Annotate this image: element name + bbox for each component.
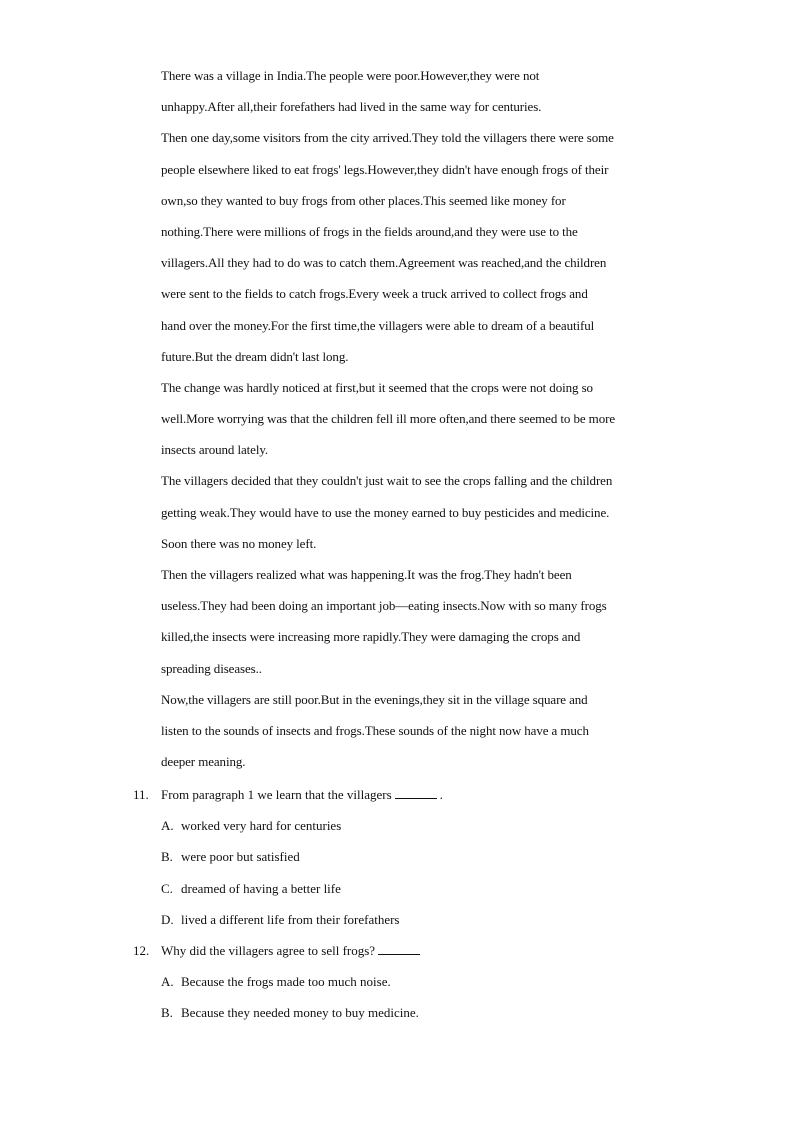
passage-line: villagers.All they had to do was to catch them.Agreement was reached,and the children — [161, 255, 607, 271]
passage-line: nothing.There were millions of frogs in the fields around,and they were use to the — [161, 223, 578, 239]
option-letter: A. — [161, 818, 174, 833]
option-b[interactable] — [161, 1001, 419, 1025]
question-number: 12. — [133, 943, 150, 958]
question-stem — [161, 939, 423, 963]
question-suffix: . — [439, 787, 443, 802]
option-a[interactable] — [161, 970, 391, 994]
passage-line: Soon there was no money left. — [161, 535, 317, 551]
option-letter: B. — [161, 1005, 173, 1020]
option-letter: C. — [161, 881, 173, 896]
passage-line: people elsewhere liked to eat frogs' legs.However,they didn't have enough frogs of their — [161, 161, 609, 177]
passage-line: were sent to the fields to catch frogs.Every week a truck arrived to collect frogs and — [161, 286, 588, 302]
passage-line: getting weak.They would have to use the money earned to buy pesticides and medicine. — [161, 504, 610, 520]
passage-line: future.But the dream didn't last long. — [161, 348, 349, 364]
option-text: Because the frogs made too much noise. — [181, 974, 391, 989]
option-c[interactable] — [161, 877, 341, 901]
option-text: were poor but satisfied — [181, 849, 300, 864]
passage-line: useless.They had been doing an important job—eating insects.Now with so many frogs — [161, 598, 607, 614]
option-b[interactable] — [161, 845, 300, 869]
passage-line: There was a village in India.The people were poor.However,they were not — [161, 68, 540, 83]
question-stem-text: Why did the villagers agree to sell frogs? — [161, 943, 376, 958]
question-number: 11. — [133, 787, 149, 802]
option-text: dreamed of having a better life — [181, 881, 341, 896]
question-11 — [0, 783, 794, 807]
option-letter: A. — [161, 974, 174, 989]
option-d[interactable] — [161, 908, 400, 932]
passage-line: listen to the sounds of insects and frogs.These sounds of the night now have a much — [161, 722, 589, 738]
question-stem — [161, 783, 443, 807]
passage-line: Now,the villagers are still poor.But in the evenings,they sit in the village square and — [161, 691, 588, 707]
question-12 — [0, 939, 794, 963]
passage-line: own,so they wanted to buy frogs from other places.This seemed like money for — [161, 192, 566, 208]
option-letter: D. — [161, 912, 174, 927]
passage-line: deeper meaning. — [161, 754, 246, 770]
passage-line: spreading diseases.. — [161, 660, 262, 676]
passage-line: hand over the money.For the first time,the villagers were able to dream of a beautiful — [161, 317, 595, 333]
reading-passage — [161, 64, 681, 781]
option-text: worked very hard for centuries — [181, 818, 342, 833]
passage-line: unhappy.After all,their forefathers had lived in the same way for centuries. — [161, 99, 542, 115]
passage-line: Then one day,some visitors from the city arrived.They told the villagers there were some — [161, 130, 614, 146]
option-a[interactable] — [161, 814, 341, 838]
option-letter: B. — [161, 849, 173, 864]
option-text: Because they needed money to buy medicine. — [181, 1005, 419, 1020]
passage-line: well.More worrying was that the children fell ill more often,and there seemed to be more — [161, 411, 615, 427]
answer-blank[interactable] — [378, 940, 420, 955]
passage-line: The change was hardly noticed at first,but it seemed that the crops were not doing so — [161, 379, 593, 395]
passage-line: Then the villagers realized what was happening.It was the frog.They hadn't been — [161, 567, 572, 582]
passage-line: insects around lately. — [161, 442, 269, 458]
question-stem-text: From paragraph 1 we learn that the villagers — [161, 787, 392, 802]
passage-line: killed,the insects were increasing more rapidly.They were damaging the crops and — [161, 629, 581, 645]
answer-blank[interactable] — [395, 784, 437, 799]
passage-line: The villagers decided that they couldn't just wait to see the crops falling and the children — [161, 473, 613, 489]
option-text: lived a different life from their forefathers — [181, 912, 400, 927]
